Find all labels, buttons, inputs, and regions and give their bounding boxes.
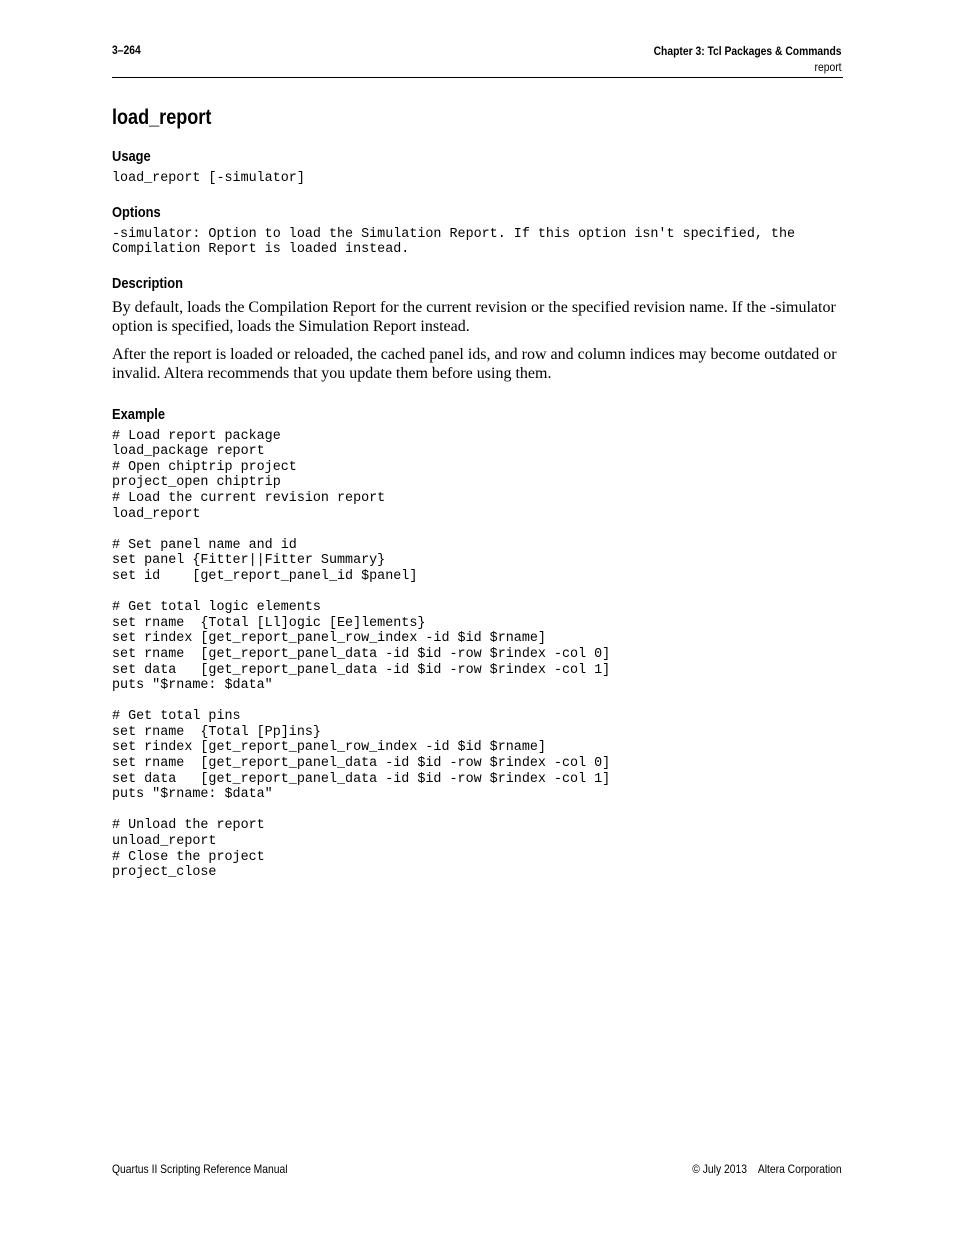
footer-copyright: © July 2013 Altera Corporation	[692, 1162, 842, 1176]
example-code: # Load report package load_package report # Open chiptrip project project_open chiptrip # Load the current revision report load_report # Set panel name and id set panel {Fitter||Fitter Summary} set id [get_report_panel_id $panel] # Get total logic elements set rname {Total [Ll]ogic [Ee]lements} set rindex [get_report_panel_row_index -id $id $rname] set rname [get_report_panel_data -id $id -row $rindex -col 0] set data [get_report_panel_data -id $id -row $rindex -col 1] puts "$rname: $data" # Get total pins set rname {Total [Pp]ins} set rindex [get_report_panel_row_index -id $id $rname] set rname [get_report_panel_data -id $id -row $rindex -col 0] set data [get_report_panel_data -id $id -row $rindex -col 1] puts "$rname: $data" # Unload the report unload_report # Close the project project_close	[112, 428, 611, 881]
page-title: load_report	[112, 106, 212, 129]
footer-manual-title: Quartus II Scripting Reference Manual	[112, 1162, 288, 1176]
options-code: -simulator: Option to load the Simulation Report. If this option isn't specified, the Compilation Report is loaded instead.	[112, 226, 796, 258]
options-heading: Options	[112, 203, 161, 221]
running-header	[623, 43, 842, 75]
main-content	[112, 103, 843, 881]
usage-code: load_report [-simulator]	[112, 171, 305, 186]
page-number: 3–264	[112, 43, 141, 57]
description-paragraph-1: By default, loads the Compilation Report for the current revision or the specified revision name. If the -simulator option is specified, loads the Simulation Report instead.	[112, 298, 836, 335]
description-heading: Description	[112, 274, 183, 292]
usage-heading: Usage	[112, 148, 151, 165]
description-paragraph-2: After the report is loaded or reloaded, the cached panel ids, and row and column indices may become outdated or invalid. Altera recommends that you update them before using them.	[112, 346, 837, 383]
header-divider	[112, 77, 843, 78]
example-heading: Example	[112, 405, 166, 423]
section-name: report	[815, 60, 842, 74]
chapter-title: Chapter 3: Tcl Packages & Commands	[654, 44, 842, 58]
